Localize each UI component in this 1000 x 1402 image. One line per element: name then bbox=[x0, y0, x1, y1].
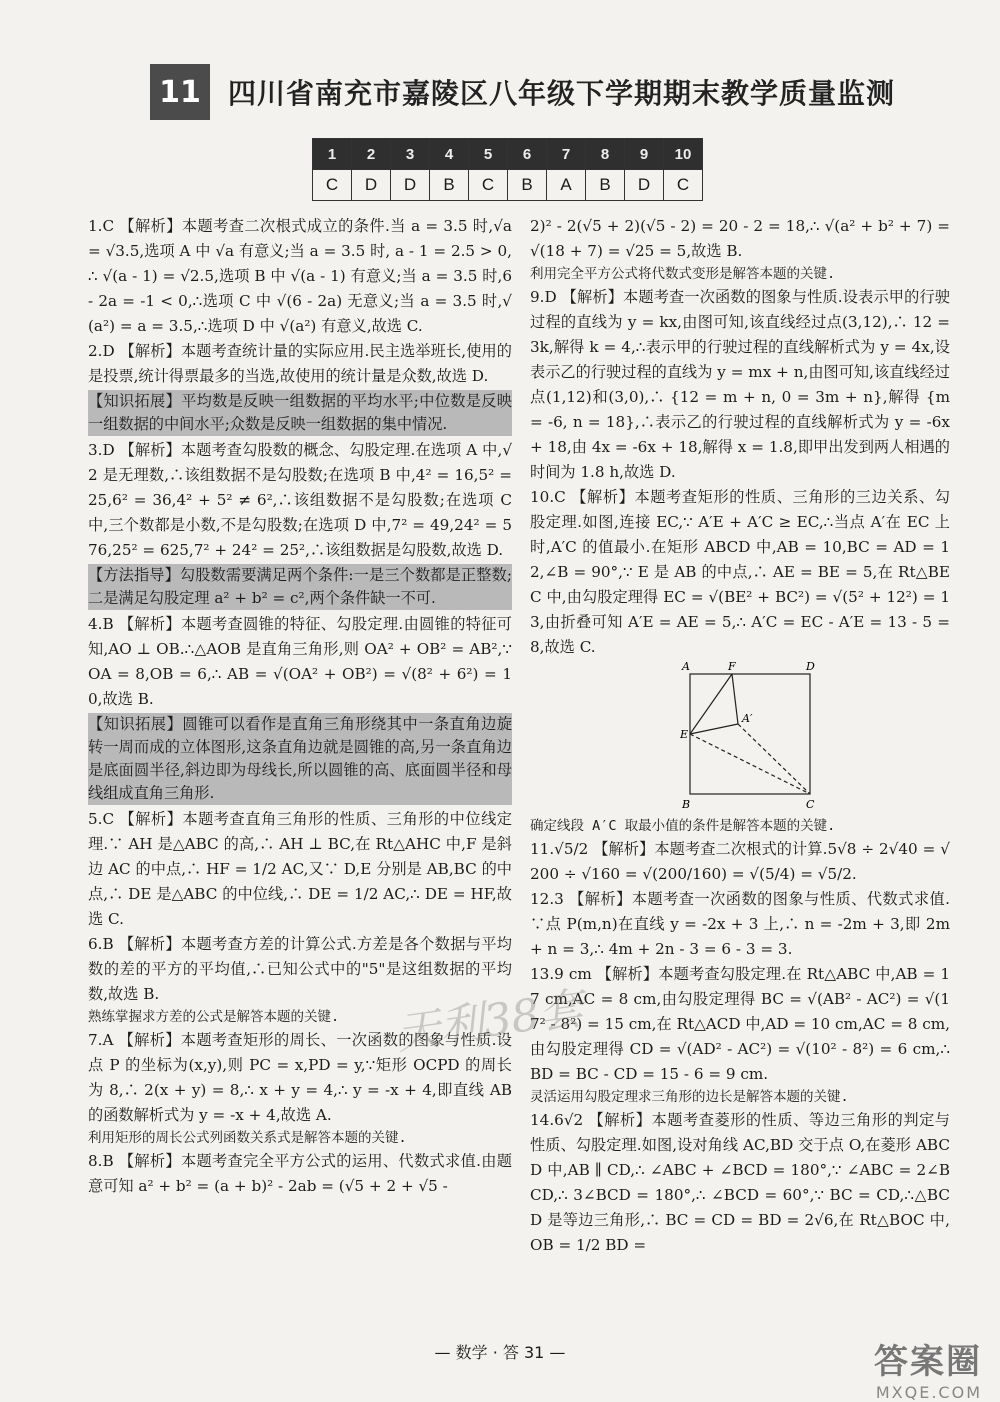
figure-segment bbox=[690, 724, 738, 734]
answer-cell: D bbox=[625, 170, 664, 201]
answer-cell: C bbox=[469, 170, 508, 201]
answer-cell: B bbox=[508, 170, 547, 201]
key-point-note: 利用矩形的周长公式列函数关系式是解答本题的关键. bbox=[88, 1130, 407, 1146]
answer-explanation: 12.3 【解析】本题考查一次函数的图象与性质、代数式求值.∵点 P(m,n)在直线 y = -2x + 3 上,∴ n = -2m + 3,即 2m + n = 3,∴ 4m + 2n - 3 = 6 - 3 = 3. bbox=[530, 890, 950, 958]
answer-cell: B bbox=[430, 170, 469, 201]
answer-explanation: 1.C 【解析】本题考查二次根式成立的条件.当 a = 3.5 时,√a = √3.5,选项 A 中 √a 有意义;当 a = 3.5 时, a - 1 = 2.5 > 0,∴ √(a - 1) = √2.5,选项 B 中 √(a - 1) 有意义;当 a = 3.5 时,6 - 2a = -1 < 0,∴选项 C 中 √(6 - 2a) 无意义;当 a = 3.5 时,√(a²) = a = 3.5,∴选项 D 中 √(a²) 有意义,故选 C. bbox=[88, 217, 512, 335]
answer-explanation: 3.D 【解析】本题考查勾股数的概念、勾股定理.在选项 A 中,√2 是无理数,∴该组数据不是勾股数;在选项 B 中,4² = 16,5² = 25,6² = 36,4² + 5² ≠ 6²,∴该组数据不是勾股数;在选项 C 中,三个数都是小数,不是勾股数;在选项 D 中,7² = 49,24² = 576,25² = 625,7² + 24² = 25²,∴该组数据是勾股数,故选 D. bbox=[88, 441, 512, 559]
figure-label-ap: A′ bbox=[742, 712, 753, 725]
watermark-url: MXQE.COM bbox=[875, 1383, 982, 1402]
answer-explanation: 5.C 【解析】本题考查直角三角形的性质、三角形的中位线定理.∵ AH 是△ABC 的高,∴ AH ⊥ BC,在 Rt△AHC 中,F 是斜边 AC 的中点,∴ HF = 1/2 AC,又∵ D,E 分别是 AB,BC 的中点,∴ DE 是△ABC 的中位线,∴ DE = 1/2 AC,∴ DE = HF,故选 C. bbox=[88, 810, 512, 928]
question-number-cell: 5 bbox=[469, 139, 508, 170]
tip-box: 【方法指导】勾股数需要满足两个条件:一是三个数都是正整数;二是满足勾股定理 a² + b² = c²,两个条件缺一不可. bbox=[88, 564, 512, 610]
figure-segment bbox=[690, 674, 732, 734]
figure-label-b: B bbox=[682, 798, 691, 811]
right-column bbox=[530, 214, 950, 1258]
answer-explanation: 14.6√2 【解析】本题考查菱形的性质、等边三角形的判定与性质、勾股定理.如图,设对角线 AC,BD 交于点 O,在菱形 ABCD 中,AB ∥ CD,∴ ∠ABC + ∠BCD = 180°,∵ ∠ABC = 2∠BCD,∴ 3∠BCD = 180°,∴ ∠BCD = 60°,∵ BC = CD,∴△BCD 是等边三角形,∴ BC = CD = BD = 2√6,在 Rt△BOC 中,OB = 1/2 BD = bbox=[530, 1111, 950, 1254]
question-number-cell: 7 bbox=[547, 139, 586, 170]
figure-label-f: F bbox=[728, 662, 736, 673]
answer-explanation: 7.A 【解析】本题考查矩形的周长、一次函数的图象与性质.设点 P 的坐标为(x,y),则 PC = x,PD = y,∵矩形 OCPD 的周长为 8,∴ 2(x + y) = 8,∴ x + y = 4,∴ y = -x + 4,即直线 AB 的函数解析式为 y = -x + 4,故选 A. bbox=[88, 1031, 512, 1124]
stamp-watermark: 天利38套 bbox=[392, 983, 587, 1060]
answer-cell: A bbox=[547, 170, 586, 201]
answer-cell: B bbox=[586, 170, 625, 201]
answer-explanation: 10.C 【解析】本题考查矩形的性质、三角形的三边关系、勾股定理.如图,连接 EC,∵ A′E + A′C ≥ EC,∴当点 A′在 EC 上时,A′C 的值最小.在矩形 ABCD 中,AB = 10,BC = AD = 12,∠B = 90°,∵ E 是 AB 的中点,∴ AE = BE = 5,在 Rt△BEC 中,由勾股定理得 EC = √(BE² + BC²) = √(5² + 12²) = 13,由折叠可知 A′E = AE = 5,∴ A′C = EC - A′E = 13 - 5 = 8,故选 C. bbox=[530, 488, 950, 656]
answer-explanation: 2.D 【解析】本题考查统计量的实际应用.民主选举班长,使用的是投票,统计得票最多的当选,故使用的统计量是众数,故选 D. bbox=[88, 342, 512, 385]
tip-box: 【知识拓展】平均数是反映一组数据的平均水平;中位数是反映一组数据的中间水平;众数是反映一组数据的集中情况. bbox=[88, 390, 512, 436]
question-number-cell: 9 bbox=[625, 139, 664, 170]
site-watermark bbox=[874, 1334, 982, 1402]
question-number-cell: 10 bbox=[664, 139, 703, 170]
question-number-cell: 3 bbox=[391, 139, 430, 170]
answer-table-number-row bbox=[313, 139, 703, 170]
answer-explanation: 6.B 【解析】本题考查方差的计算公式.方差是各个数据与平均数的差的平方的平均值,∴已知公式中的"5"是这组数据的平均数,故选 B. bbox=[88, 935, 512, 1003]
answer-explanation: 8.B 【解析】本题考查完全平方公式的运用、代数式求值.由题意可知 a² + b² = (a + b)² - 2ab = (√5 + 2 + √5 - bbox=[88, 1152, 512, 1195]
rectangle-abcd bbox=[690, 674, 810, 794]
page-footer: — 数学 · 答 31 — bbox=[434, 1343, 566, 1362]
figure-label-d: D bbox=[806, 662, 815, 673]
question-number-cell: 6 bbox=[508, 139, 547, 170]
figure-label-e: E bbox=[680, 728, 689, 741]
answer-cell: C bbox=[664, 170, 703, 201]
answer-explanation: 2)² - 2(√5 + 2)(√5 - 2) = 20 - 2 = 18,∴ √(a² + b² + 7) = √(18 + 7) = √25 = 5,故选 B. bbox=[530, 217, 950, 260]
figure-label-a: A bbox=[682, 662, 690, 673]
answer-table-answer-row bbox=[313, 170, 703, 201]
watermark-logo: 答案圈 bbox=[874, 1342, 982, 1382]
page-header bbox=[150, 64, 896, 120]
figure-segment bbox=[732, 674, 738, 724]
answer-table bbox=[312, 138, 703, 201]
key-point-note: 利用完全平方公式将代数式变形是解答本题的关键. bbox=[530, 266, 836, 282]
tip-box: 【知识拓展】圆锥可以看作是直角三角形绕其中一条直角边旋转一周而成的立体图形,这条直角边就是圆锥的高,另一条直角边是底面圆半径,斜边即为母线长,所以圆锥的高、底面圆半径和母线组成直角三角形. bbox=[88, 713, 512, 805]
key-point-note: 确定线段 A′C 取最小值的条件是解答本题的关键. bbox=[530, 818, 836, 834]
answer-explanation: 11.√5/2 【解析】本题考查二次根式的计算.5√8 ÷ 2√40 = √200 ÷ √160 = √(200/160) = √(5/4) = √5/2. bbox=[530, 840, 950, 883]
answer-cell: C bbox=[313, 170, 352, 201]
figure-segment bbox=[738, 724, 810, 794]
answer-explanation: 9.D 【解析】本题考查一次函数的图象与性质.设表示甲的行驶过程的直线为 y = kx,由图可知,该直线经过点(3,12),∴ 12 = 3k,解得 k = 4,∴表示甲的行驶过程的直线解析式为 y = 4x,设表示乙的行驶过程的直线为 y = mx + n,由图可知,该直线经过点(1,12)和(3,0),∴ {12 = m + n, 0 = 3m + n},解得 {m = -6, n = 18},∴表示乙的行驶过程的直线解析式为 y = -6x + 18,由 4x = -6x + 18,解得 x = 1.8,即甲出发到两人相遇的时间为 1.8 h,故选 D. bbox=[530, 288, 950, 481]
figure-label-c: C bbox=[806, 798, 815, 811]
key-point-note: 熟练掌握求方差的公式是解答本题的关键. bbox=[88, 1009, 340, 1025]
section-number-badge: 11 bbox=[150, 64, 210, 120]
page-title: 四川省南充市嘉陵区八年级下学期期末教学质量监测 bbox=[228, 77, 896, 110]
question-number-cell: 4 bbox=[430, 139, 469, 170]
figure-segment bbox=[690, 734, 810, 794]
answer-cell: D bbox=[391, 170, 430, 201]
answer-cell: D bbox=[352, 170, 391, 201]
question-number-cell: 1 bbox=[313, 139, 352, 170]
key-point-note: 灵活运用勾股定理求三角形的边长是解答本题的关键. bbox=[530, 1089, 849, 1105]
answer-explanation: 13.9 cm 【解析】本题考查勾股定理.在 Rt△ABC 中,AB = 17 cm,AC = 8 cm,由勾股定理得 BC = √(AB² - AC²) = √(17² - 8²) = 15 cm,在 Rt△ACD 中,AD = 10 cm,AC = 8 cm,由勾股定理得 CD = √(AD² - AC²) = √(10² - 8²) = 6 cm,∴ BD = BC - CD = 15 - 6 = 9 cm. bbox=[530, 965, 950, 1083]
geometry-figure bbox=[530, 662, 950, 812]
question-number-cell: 8 bbox=[586, 139, 625, 170]
answer-explanation: 4.B 【解析】本题考查圆锥的特征、勾股定理.由圆锥的特征可知,AO ⊥ OB.∴△AOB 是直角三角形,则 OA² + OB² = AB²,∵ OA = 8,OB = 6,∴ AB = √(OA² + OB²) = √(8² + 6²) = 10,故选 B. bbox=[88, 615, 512, 708]
question-number-cell: 2 bbox=[352, 139, 391, 170]
